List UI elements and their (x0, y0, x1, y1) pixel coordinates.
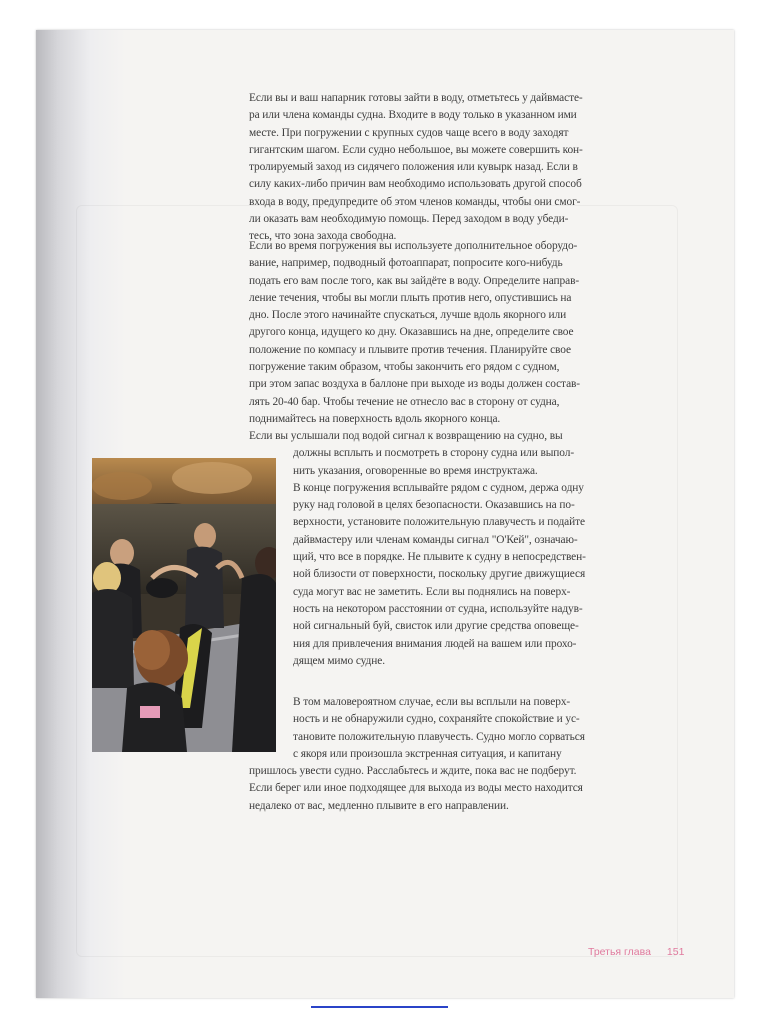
text-line: погружение таким образом, чтобы закончить его рядом с судном, (249, 361, 560, 374)
chapter-title: Третья глава (588, 946, 651, 958)
text-line: дящем мимо судне. (293, 654, 385, 667)
text-line: тесь, что зона захода свободна. (249, 230, 397, 243)
text-line: входа в воду, предупредите об этом членов команды, чтобы они смог- (249, 195, 581, 208)
text-line: с якоря или произошла экстренная ситуация, и капитану (293, 747, 562, 760)
page-footer (588, 946, 684, 958)
text-line: положение по компасу и плывите против течения. Планируйте свое (249, 343, 571, 356)
text-line: ной близости от поверхности, поскольку другие движущиеся (293, 568, 586, 581)
text-line: щий, что все в порядке. Не плывите к судну в непосредствен- (293, 551, 586, 564)
paragraph-entry (249, 90, 621, 246)
text-line: ния для привлечения внимания людей на вашем или прохо- (293, 637, 577, 650)
text-line: дно. После этого начинайте спускаться, лучше вдоль якорного или (249, 309, 567, 322)
text-line: силу каких-либо причин вам необходимо использовать другой способ (249, 178, 582, 191)
paragraph-equipment (249, 238, 621, 428)
text-line: ли оказать вам необходимую помощь. Перед заходом в воду убеди- (249, 213, 569, 226)
text-line: Если во время погружения вы используете дополнительное оборудо- (249, 240, 578, 252)
text-line: Если вы и ваш напарник готовы зайти в воду, отметьтесь у дайвмасте- (249, 92, 583, 104)
text-line: лять 20-40 бар. Чтобы течение не отнесло вас в сторону от судна, (249, 395, 560, 408)
text-line: ной сигнальный буй, свисток или другие средства оповеще- (293, 620, 579, 633)
text-line: тановите положительную плавучесть. Судно могло сорваться (293, 730, 585, 743)
text-line: руку над головой в целях безопасности. Оказавшись на по- (293, 499, 575, 512)
paragraph-lost-boat (293, 694, 621, 763)
text-line: тролируемый заход из сидячего положения или кувырк назад. Если в (249, 161, 578, 174)
text-line: В том маловероятном случае, если вы всплыли на поверх- (293, 696, 571, 708)
text-line: недалеко от вас, медленно плывите в его направлении. (249, 799, 509, 812)
text-line: при этом запас воздуха в баллоне при выходе из воды должен состав- (249, 378, 580, 391)
text-line: верхности, установите положительную плавучесть и подайте (293, 516, 585, 529)
text-line: ра или члена команды судна. Входите в воду только в указанном ими (249, 109, 577, 122)
text-line: месте. При погружении с крупных судов чаще всего в воду заходят (249, 126, 569, 139)
paragraph-return-signal (249, 428, 621, 670)
paragraph-lost-boat-cont (249, 763, 621, 815)
text-line: нить указания, оговоренные во время инструктажа. (293, 464, 538, 477)
text-line: пришлось увести судно. Расслабьтесь и ждите, пока вас не подберут. (249, 765, 577, 777)
text-line: В конце погружения всплывайте рядом с судном, держа одну (293, 481, 584, 494)
text-line: дайвмастеру или членам команды сигнал "О'Кей", означаю- (293, 533, 578, 546)
text-line: вание, например, подводный фотоаппарат, попросите кого-нибудь (249, 257, 563, 270)
text-line: должны всплыть и посмотреть в сторону судна или выпол- (293, 447, 575, 460)
text-line: другого конца, идущего ко дну. Оказавшись на дне, определите свое (249, 326, 574, 339)
text-line: ность и не обнаружили судно, сохраняйте спокойствие и ус- (293, 713, 580, 726)
text-line: Если берег или иное подходящее для выхода из воды место находится (249, 782, 583, 795)
page-number: 151 (666, 946, 685, 958)
text-line: ность на некотором расстоянии от судна, используйте надув- (293, 602, 583, 615)
text-line: Если вы услышали под водой сигнал к возвращению на судно, вы (249, 430, 563, 442)
bottom-link-underline[interactable] (311, 1006, 448, 1008)
text-line: ление течения, чтобы вы могли плыть против него, опустившись на (249, 291, 572, 304)
text-line: суда могут вас не заметить. Если вы поднялись на поверх- (293, 585, 571, 598)
text-line: гигантским шагом. Если судно небольшое, вы можете совершить кон- (249, 143, 583, 156)
text-line: подать его вам после того, как вы зайдёте в воду. Определите направ- (249, 274, 580, 287)
text-line: поднимайтесь на поверхность вдоль якорного конца. (249, 412, 501, 425)
divers-on-boat-photo (92, 458, 276, 752)
